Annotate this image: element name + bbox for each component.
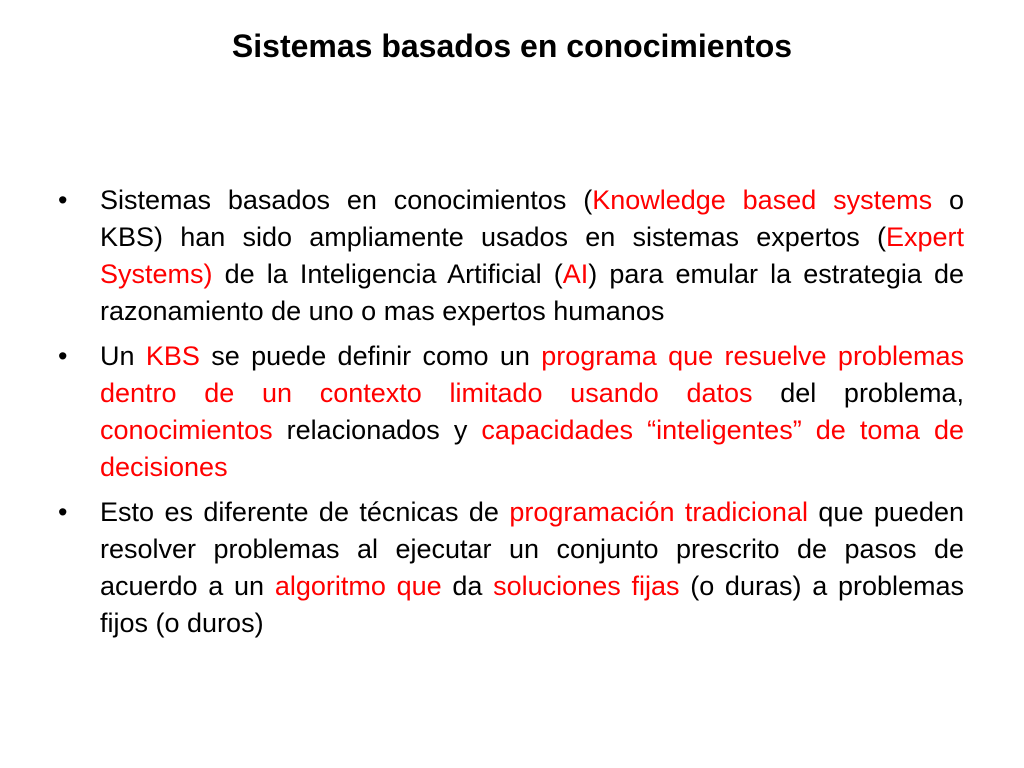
highlighted-text: AI	[562, 259, 589, 289]
highlighted-text: KBS	[145, 341, 200, 371]
body-text: Esto es diferente de técnicas de	[100, 497, 510, 527]
highlighted-text: soluciones fijas	[493, 571, 680, 601]
bullet-dot-icon: •	[58, 185, 68, 215]
highlighted-text: algoritmo que	[274, 571, 442, 601]
highlighted-text: capacidades “inteligentes” de toma de decisiones	[100, 415, 964, 482]
highlighted-text: conocimientos	[100, 415, 273, 445]
highlighted-text: programa que resuelve problemas dentro de un contexto limitado usando datos	[100, 341, 964, 408]
highlighted-text: Expert Systems)	[100, 222, 964, 289]
body-text: da	[441, 571, 494, 601]
body-text: Un	[100, 341, 146, 371]
body-text: relacionados y	[272, 415, 482, 445]
bullet-item	[56, 182, 964, 330]
bullet-list	[56, 182, 964, 650]
bullet-item	[56, 494, 964, 642]
highlighted-text: programación tradicional	[509, 497, 808, 527]
body-text: que pueden resolver problemas al ejecutar un conjunto prescrito de pasos de acuerdo a un	[100, 497, 964, 601]
slide-title: Sistemas basados en conocimientos	[231, 28, 793, 64]
bullet-item	[56, 338, 964, 486]
body-text: del problema,	[752, 378, 964, 408]
bullet-dot-icon: •	[58, 341, 68, 371]
body-text: (o duras) a problemas fijos (o duros)	[100, 571, 964, 638]
body-text: se puede definir como un	[199, 341, 542, 371]
body-text: Sistemas basados en conocimientos (	[100, 185, 593, 215]
body-text: ) para emular la estrategia de razonamiento de uno o mas expertos humanos	[100, 259, 964, 326]
bullet-dot-icon: •	[58, 497, 68, 527]
body-text: o KBS) han sido ampliamente usados en sistemas expertos (	[100, 185, 964, 252]
body-text: de la Inteligencia Artificial (	[212, 259, 563, 289]
highlighted-text: Knowledge based systems	[592, 185, 933, 215]
